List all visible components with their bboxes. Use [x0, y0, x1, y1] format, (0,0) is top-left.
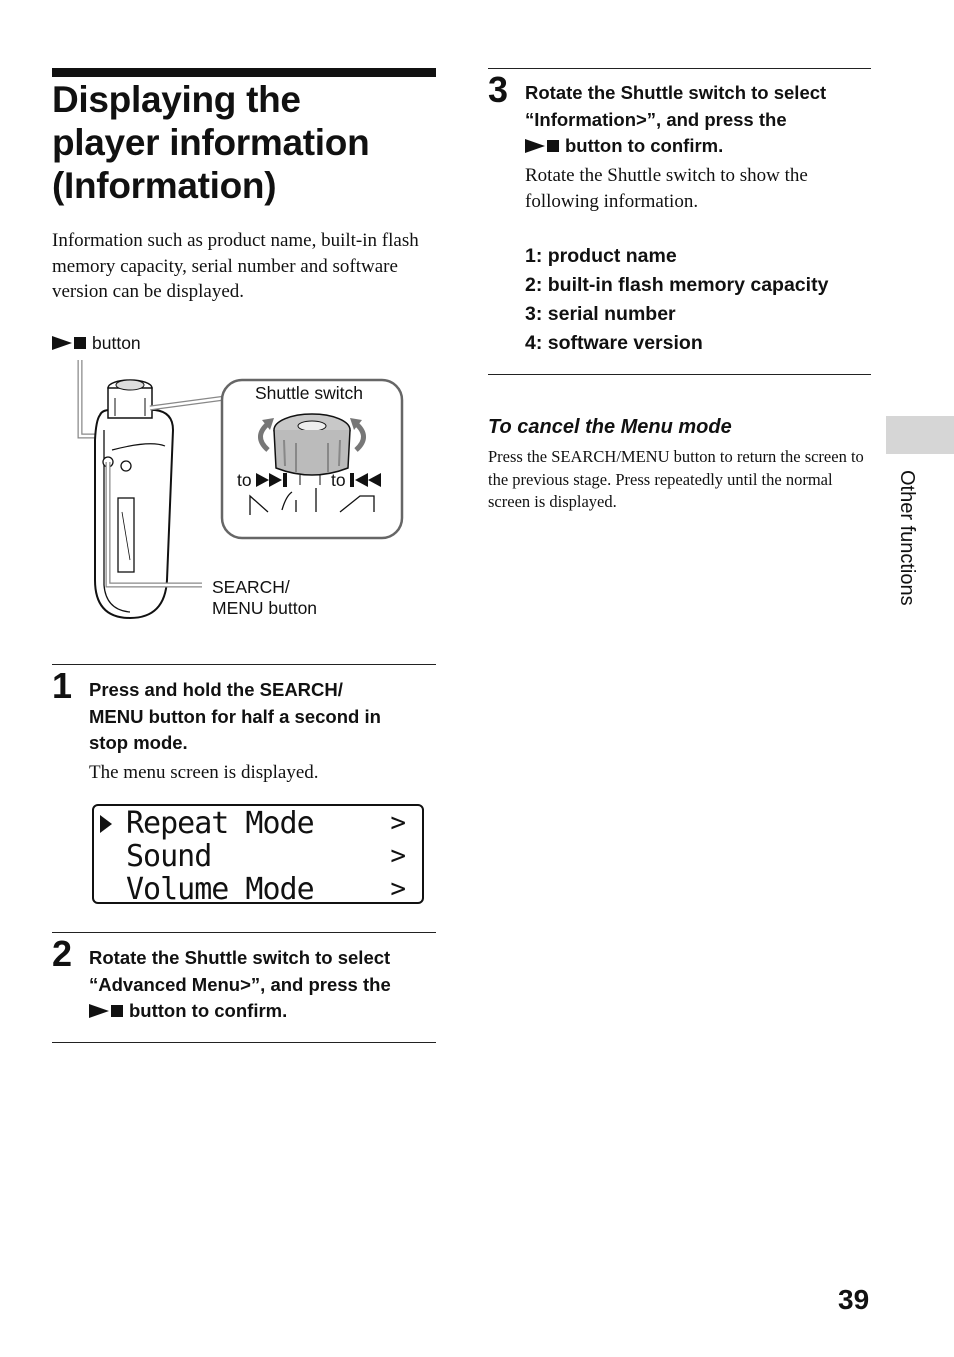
menu-item-label: Sound [126, 839, 212, 874]
step-heading-line [525, 133, 826, 160]
step-heading-line: Press and hold the SEARCH/ [89, 679, 343, 700]
step-heading-line: “Information>”, and press the [525, 108, 787, 130]
menu-item-label: Repeat Mode [126, 806, 314, 841]
menu-item-repeat-mode [94, 807, 422, 840]
step-heading-tail: button to confirm. [565, 135, 724, 156]
cursor-arrow-icon [100, 815, 112, 833]
step-heading-tail: button to confirm. [129, 1000, 288, 1021]
step-divider [488, 68, 871, 69]
step-number: 1 [52, 665, 73, 706]
play-stop-icon [52, 333, 92, 353]
side-tab-label: Other functions [896, 470, 918, 606]
info-item: 1: product name [525, 245, 677, 267]
play-button-callout [52, 333, 141, 354]
step-heading-line [89, 998, 391, 1025]
search-menu-callout [212, 577, 317, 619]
search-menu-line: SEARCH/ [212, 577, 290, 597]
submenu-arrow-icon: > [390, 874, 406, 904]
cancel-body: Press the SEARCH/MENU button to return the screen to the previous stage. Press repeatedly until the normal screen is displayed. [488, 447, 864, 511]
menu-item-label: Volume Mode [126, 872, 314, 907]
section-end-rule [488, 374, 871, 375]
step-body: The menu screen is displayed. [89, 762, 319, 783]
page-number: 39 [838, 1284, 870, 1315]
cancel-heading: To cancel the Menu mode [488, 416, 732, 438]
title-line: player information [52, 122, 370, 163]
to-prev-label: to [331, 470, 346, 490]
menu-screen [92, 804, 424, 907]
title-line: Displaying the [52, 79, 301, 120]
to-next-label: to [237, 470, 252, 490]
next-track-icon [256, 471, 290, 492]
step-heading-line: Rotate the Shuttle switch to select [525, 82, 827, 103]
step-heading-line: Rotate the Shuttle switch to select [89, 947, 391, 968]
shuttle-switch-label: Shuttle switch [255, 383, 363, 403]
info-item: 2: built-in flash memory capacity [525, 274, 829, 296]
step-heading-line: MENU button for half a second in [89, 705, 381, 727]
menu-item-sound [94, 840, 422, 873]
title-line: (Information) [52, 165, 277, 206]
title-rule [52, 68, 436, 77]
step-divider [52, 932, 436, 933]
to-next-callout [237, 470, 290, 492]
play-button-label: button [92, 333, 141, 353]
step-body: Rotate the Shuttle switch to show the following information. [525, 165, 808, 212]
information-list [525, 242, 828, 358]
section-end-rule [52, 1042, 436, 1043]
play-stop-icon [525, 135, 565, 156]
step-heading [89, 945, 391, 1025]
step-number: 3 [488, 69, 509, 110]
menu-item-volume-mode [94, 873, 422, 906]
step-heading-line: stop mode. [89, 732, 188, 753]
step-divider [52, 664, 436, 665]
side-tab-marker [886, 416, 954, 454]
search-menu-line: MENU button [212, 598, 318, 618]
step-number: 2 [52, 933, 73, 974]
submenu-arrow-icon: > [390, 841, 406, 871]
to-prev-callout [331, 470, 384, 492]
step-heading-line: “Advanced Menu>”, and press the [89, 973, 391, 995]
step-heading [525, 80, 826, 160]
info-item: 4: software version [525, 332, 703, 354]
intro-paragraph: Information such as product name, built-in flash memory capacity, serial number and software version can be displayed. [52, 230, 419, 302]
info-item: 3: serial number [525, 303, 676, 325]
step-heading [89, 677, 381, 757]
play-stop-icon [89, 1000, 129, 1021]
page-title [52, 78, 452, 207]
submenu-arrow-icon: > [390, 808, 406, 838]
previous-track-icon [350, 471, 384, 492]
